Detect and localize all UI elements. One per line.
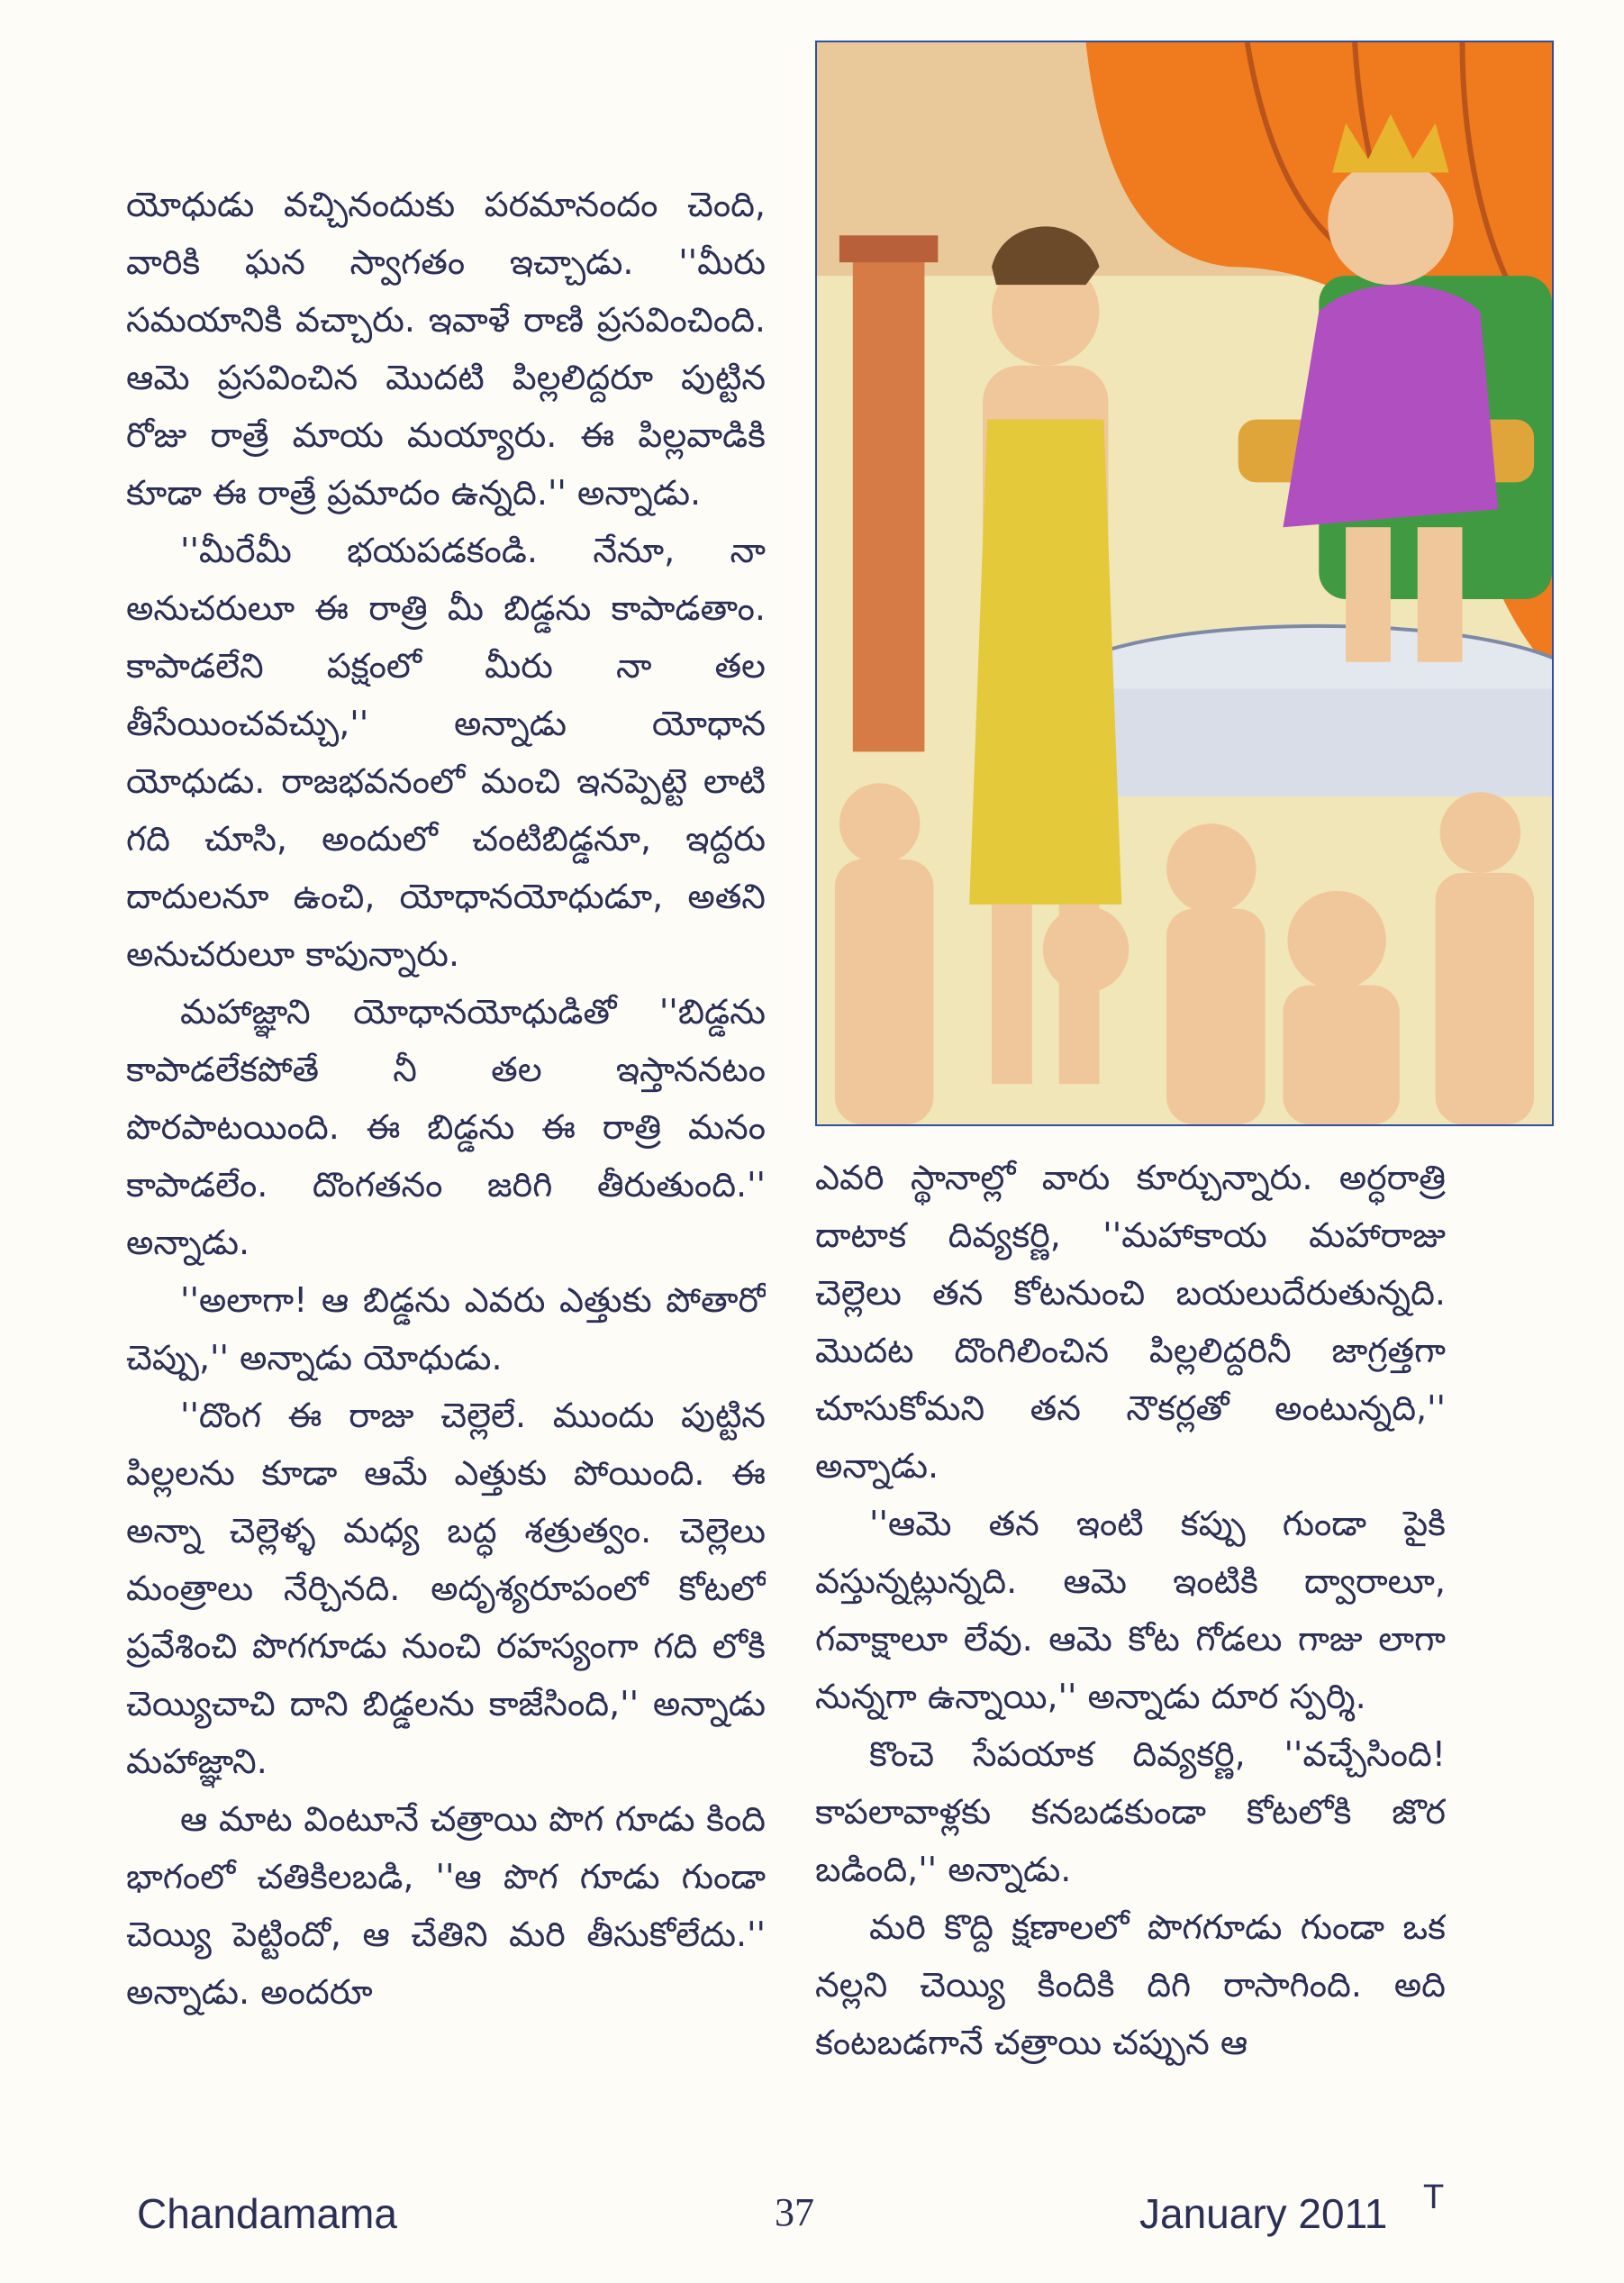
follower-head <box>1287 891 1385 990</box>
paragraph: మరి కొద్ది క్షణాలలో పొగగూడు గుండా ఒక నల్లని చెయ్యి కిందికి దిగి రాసాగింది. అది కంటబడగానే చత్రాయి చప్పున ఆ <box>815 1907 1446 2062</box>
follower-body <box>835 860 933 1124</box>
paragraph: ''దొంగ ఈ రాజు చెల్లెలే. ముందు పుట్టిన పిల్లలను కూడా ఆమే ఎత్తుకు పోయింది. ఈ అన్నా చెల్లెళ్ళ మధ్య బద్ధ శత్రుత్వం. చెల్లెలు మంత్రాలు నేర్చినది. అదృశ్యరూపంలో కోటలో ప్రవేశించి పొగగూడు నుంచి రహస్యంగా గది లోకి చెయ్యిచాచి దాని బిడ్డలను కాజేసింది,'' అన్నాడు మహాజ్ఞాని. <box>126 1396 766 1781</box>
warrior-leg <box>992 905 1032 1084</box>
paragraph: కొంచె సేపయాక దివ్యకర్ణి, ''వచ్చేసింది! కాపలావాళ్లకు కనబడకుండా కోటలోకి జొర బడింది,'' అన్నాడు. <box>815 1734 1446 1889</box>
paragraph: మహాజ్ఞాని యోధానయోధుడితో ''బిడ్డను కాపాడలేకపోతే నీ తల ఇస్తాననటం పొరపాటయింది. ఈ బిడ్డను ఈ రాత్రి మనం కాపాడలేం. దొంగతనం జరిగి తీరుతుంది.'' అన్నాడు. <box>126 992 766 1262</box>
paragraph: ఎవరి స్థానాల్లో వారు కూర్చున్నారు. అర్ధరాత్రి దాటాక దివ్యకర్ణి, ''మహాకాయ మహారాజు చెల్లెలు తన కోటనుంచి బయలుదేరుతున్నది. మొదట దొంగిలించిన పిల్లలిద్దరినీ జాగ్రత్తగా చూసుకోమని తన నౌకర్లతో అంటున్నది,'' అన్నాడు. <box>815 1158 1446 1486</box>
warrior-garment <box>969 420 1121 905</box>
follower-head <box>839 783 921 864</box>
king-leg <box>1346 527 1391 662</box>
follower-head <box>1166 823 1257 914</box>
follower-body <box>1166 909 1265 1124</box>
follower-head <box>1440 792 1521 873</box>
follower-head <box>1043 906 1130 993</box>
paragraph: యోధుడు వచ్చినందుకు పరమానందం చెంది, వారికి ఘన స్వాగతం ఇచ్చాడు. ''మీరు సమయానికి వచ్చారు. ఇవాళే రాణి ప్రసవించింది. ఆమె ప్రసవించిన మొదటి పిల్లలిద్దరూ పుట్టిన రోజు రాత్రే మాయ మయ్యారు. ఈ పిల్లవాడికి కూడా ఈ రాత్రే ప్రమాదం ఉన్నది.'' అన్నాడు. <box>126 185 766 513</box>
paragraph: ఆ మాట వింటూనే చత్రాయి పొగ గూడు కింది భాగంలో చతికిలబడి, ''ఆ పొగ గూడు గుండా చెయ్యి పెట్టిందో, ఆ చేతిని మరి తీసుకోలేదు.'' అన్నాడు. అందరూ <box>126 1799 766 2012</box>
follower-body <box>1436 873 1534 1124</box>
paragraph: ''మీరేమీ భయపడకండి. నేనూ, నా అనుచరులూ ఈ రాత్రి మీ బిడ్డను కాపాడతాం. కాపాడలేని పక్షంలో మీరు నా తల తీసేయించవచ్చు,'' అన్నాడు యోధాన యోధుడు. రాజభవనంలో మంచి ఇనప్పెట్టె లాటి గది చూసి, అందులో చంటిబిడ్డనూ, ఇద్దరు దాదులనూ ఉంచి, యోధానయోధుడూ, అతని అనుచరులూ కాపున్నారు. <box>126 531 766 974</box>
corner-mark: T <box>1423 2178 1445 2216</box>
king-leg <box>1418 527 1463 662</box>
right-text-column <box>815 1149 1446 2185</box>
magazine-name: Chandamama <box>137 2190 397 2237</box>
paragraph: ''అలాగా! ఆ బిడ్డను ఎవరు ఎత్తుకు పోతారో చెప్పు,'' అన్నాడు యోధుడు. <box>126 1280 766 1378</box>
paragraph: ''ఆమె తన ఇంటి కప్పు గుండా పైకి వస్తున్నట్లున్నది. ఆమె ఇంటికి ద్వారాలూ, గవాక్షాలూ లేవు. ఆమె కోట గోడలు గాజు లాగా నున్నగా ఉన్నాయి,'' అన్నాడు దూర స్పర్శి. <box>815 1504 1446 1716</box>
king-head <box>1328 159 1453 286</box>
pillar <box>853 249 925 751</box>
king-and-warrior-illustration <box>817 42 1552 1124</box>
pillar-capital <box>839 235 938 262</box>
page-number: 37 <box>775 2190 814 2234</box>
issue-date: January 2011 <box>1139 2190 1388 2237</box>
left-text-column <box>126 176 766 2185</box>
follower-body <box>1283 986 1399 1124</box>
dais-steps <box>1050 689 1552 797</box>
story-illustration <box>815 41 1554 1126</box>
